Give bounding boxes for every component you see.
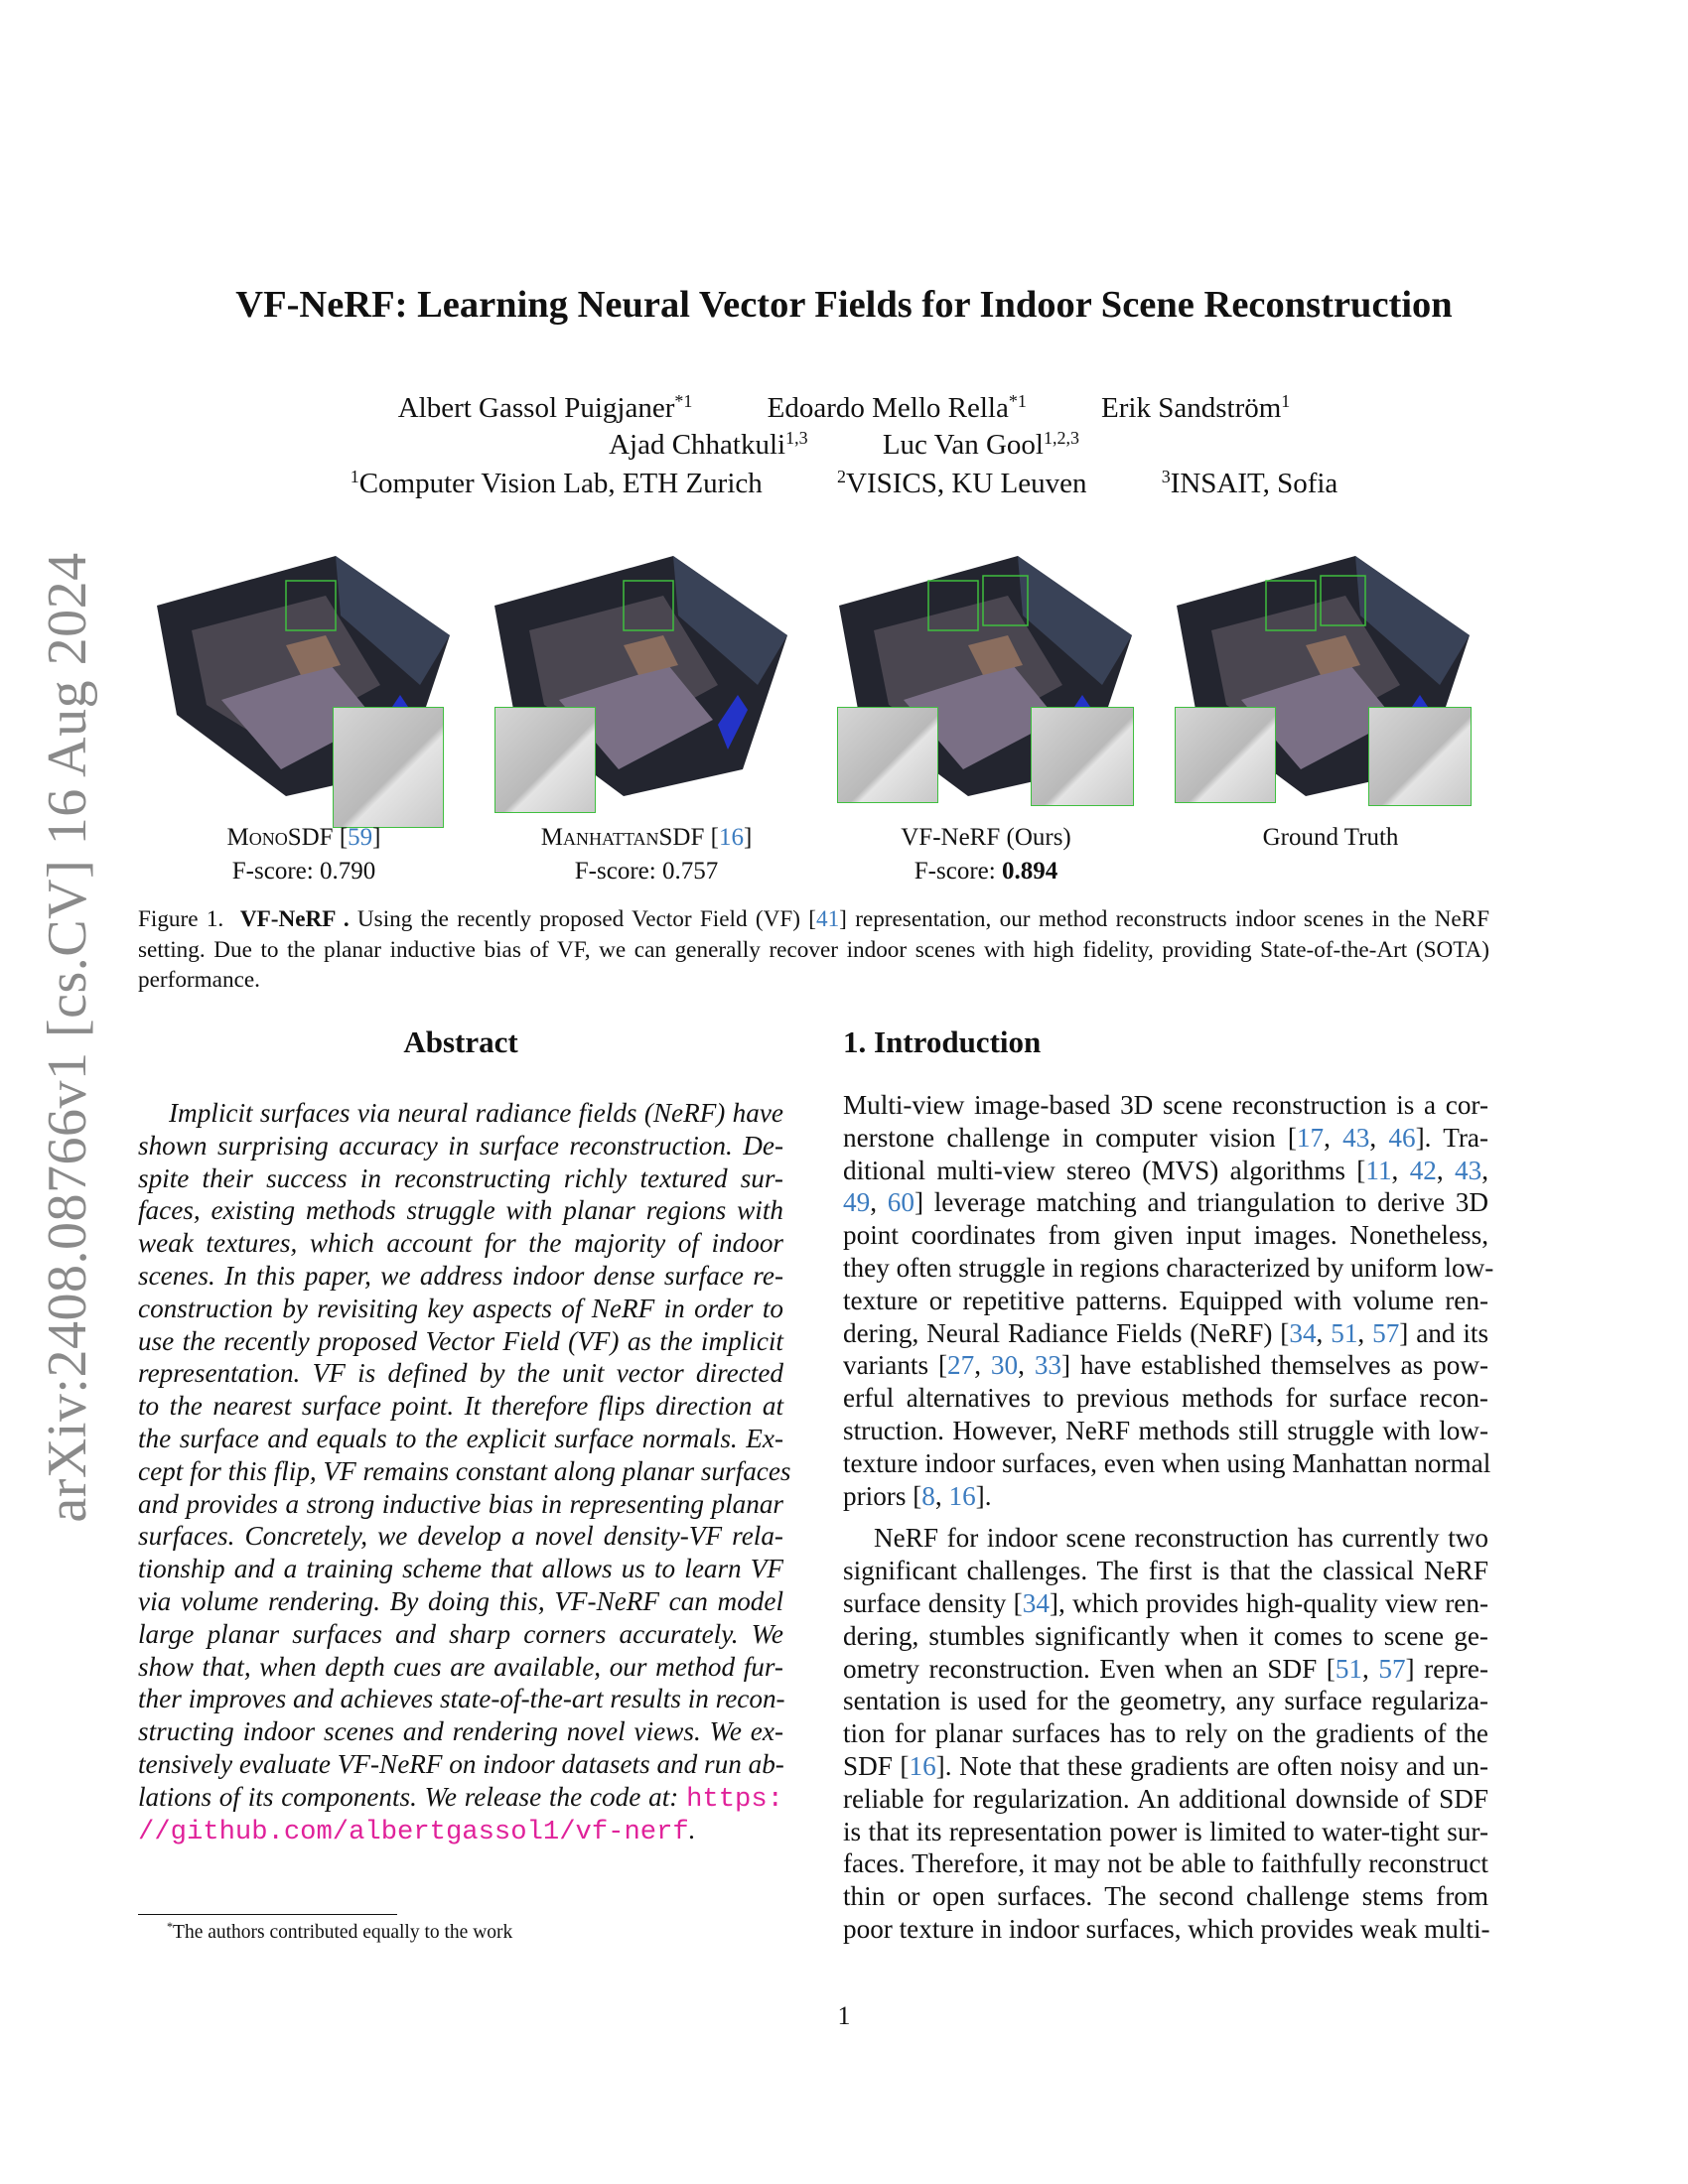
text-line — [138, 1748, 783, 1781]
citation-link[interactable]: 27 — [947, 1350, 975, 1381]
text-run: , — [974, 1350, 991, 1381]
text-run: , — [1481, 1155, 1488, 1185]
fscore-value: 0.790 — [319, 858, 376, 885]
figure-fscore-manhattansdf — [478, 858, 815, 886]
text-run: shown surprising accuracy in surface reconstruction. De- — [138, 1130, 783, 1160]
footnote — [167, 1922, 512, 1944]
text-run: use the recently proposed Vector Field (VF) as the implicit — [138, 1325, 783, 1356]
text-run: dering, Neural Radiance Fields (NeRF) [ — [843, 1317, 1290, 1348]
text-run: , — [934, 1480, 949, 1511]
zoom-inset — [1368, 707, 1472, 806]
text-line — [843, 1382, 1488, 1415]
author-name: Edoardo Mello Rella — [767, 392, 1009, 424]
text-run: , — [1369, 1122, 1389, 1153]
paper-title: VF-NeRF: Learning Neural Vector Fields for Indoor Scene Reconstruction — [235, 284, 1453, 326]
text-line — [138, 1455, 791, 1488]
text-run: dering, stumbles significantly when it comes to scene ge- — [843, 1620, 1488, 1651]
text-line — [843, 1816, 1488, 1848]
citation-link[interactable]: 43 — [1342, 1122, 1370, 1153]
citation-link[interactable]: 11 — [1365, 1155, 1392, 1185]
text-run: representation. VF is defined by the unit vector directed — [138, 1358, 783, 1389]
text-line — [843, 1089, 1488, 1122]
introduction-heading: 1. Introduction — [843, 1024, 1042, 1059]
text-run: faces, existing methods struggle with planar regions with — [138, 1195, 783, 1226]
text-run: Multi-view image-based 3D scene reconstruction is a cor- — [843, 1090, 1488, 1120]
text-line — [843, 1587, 1488, 1620]
text-line — [138, 1520, 783, 1553]
text-line — [843, 1285, 1488, 1317]
figure-label-manhattansdf: ManhattanSDF [16] — [540, 824, 753, 851]
text-line — [843, 1555, 1488, 1587]
text-line — [138, 1390, 783, 1423]
author-affiliation-mark: 1,2,3 — [1043, 428, 1079, 449]
author-name: Ajad Chhatkuli — [609, 429, 786, 461]
citation-link[interactable]: 30 — [990, 1350, 1019, 1381]
text-run: lations of its components. We release the code at: — [138, 1781, 687, 1812]
text-line — [843, 1317, 1488, 1350]
affiliation-mark: 1 — [350, 467, 359, 487]
arxiv-stamp: arXiv:2408.08766v1 [cs.CV] 16 Aug 2024 — [37, 552, 98, 1523]
text-run: , — [870, 1187, 888, 1218]
text-run: ] and its — [1399, 1317, 1489, 1348]
text-run: significant challenges. The first is that the classical NeRF — [843, 1556, 1488, 1586]
citation-link[interactable]: 59 — [348, 824, 373, 851]
author-affiliation-mark: *1 — [674, 391, 693, 412]
citation-link[interactable]: 46 — [1388, 1122, 1416, 1153]
figure-number: Figure 1. — [138, 906, 224, 932]
author-row-2 — [0, 429, 1688, 462]
text-run: sentation is used for the geometry, any surface regulariza- — [843, 1686, 1488, 1716]
citation-link[interactable]: 16 — [909, 1750, 936, 1781]
text-line — [843, 1122, 1488, 1155]
text-run: tionship and a training scheme that allows us to learn VF — [138, 1554, 783, 1584]
text-line — [843, 1349, 1488, 1382]
text-line — [138, 1618, 783, 1651]
text-line — [843, 1653, 1488, 1686]
author-affiliation-mark: *1 — [1008, 391, 1027, 412]
text-run: is that its representation power is limited to water-tight sur- — [843, 1816, 1488, 1846]
text-line — [843, 1717, 1488, 1750]
author-name: Albert Gassol Puigjaner — [397, 392, 675, 424]
text-line — [138, 1260, 783, 1293]
text-run: spite their success in reconstructing richly textured sur- — [138, 1162, 783, 1193]
text-line — [843, 1847, 1488, 1880]
citation-link[interactable]: 57 — [1372, 1317, 1400, 1348]
text-run: surface density [ — [843, 1587, 1023, 1618]
text-run: ] have established themselves as pow- — [1061, 1350, 1489, 1381]
text-run: struction. However, NeRF methods still struggle with low- — [843, 1415, 1488, 1445]
fscore-value: 0.894 — [1001, 858, 1058, 885]
author-name: Luc Van Gool — [882, 429, 1044, 461]
text-run: thin or open surfaces. The second challenge stems from — [843, 1881, 1488, 1912]
method-name: MonoSDF — [226, 824, 334, 851]
author — [398, 392, 693, 425]
affiliation-mark: 3 — [1161, 467, 1171, 487]
text-line — [843, 1783, 1488, 1816]
text-run: via volume rendering. By doing this, VF-NeRF can model — [138, 1585, 783, 1616]
text-line — [138, 1130, 783, 1162]
citation-link[interactable]: 60 — [887, 1187, 914, 1218]
zoom-inset — [333, 707, 444, 828]
affiliation-mark: 2 — [837, 467, 846, 487]
text-run: point coordinates from given input images. Nonetheless, — [843, 1220, 1488, 1251]
text-line — [843, 1186, 1488, 1219]
citation-link[interactable]: 8 — [921, 1480, 935, 1511]
footnote-rule — [138, 1914, 397, 1915]
caption-bold: VF-NeRF . — [239, 906, 350, 932]
author — [883, 429, 1079, 462]
figure-label-vfnerf — [817, 824, 1155, 852]
figure-fscore-vfnerf — [817, 858, 1155, 886]
affiliation — [1162, 468, 1338, 500]
text-run: poor texture in indoor surfaces, which provides weak multi- — [843, 1913, 1490, 1944]
zoom-inset — [1175, 707, 1276, 803]
text-line — [843, 1447, 1491, 1480]
text-run: they often struggle in regions characterized by uniform low- — [843, 1252, 1494, 1283]
abstract-heading: Abstract — [403, 1024, 518, 1059]
text-run: ], which provides high-quality view ren- — [1049, 1587, 1488, 1618]
text-run: erful alternatives to previous methods for surface recon- — [843, 1383, 1488, 1414]
citation-link[interactable]: 51 — [1331, 1317, 1358, 1348]
text-run: scenes. In this paper, we address indoor dense surface re- — [138, 1260, 783, 1291]
text-run: ditional multi-view stereo (MVS) algorithms [ — [843, 1155, 1366, 1185]
paragraph — [843, 1089, 1494, 1512]
text-line — [843, 1620, 1488, 1653]
text-line — [843, 1155, 1488, 1187]
text-run: faces. Therefore, it may not be able to faithfully reconstruct — [843, 1848, 1488, 1879]
text-line — [138, 1553, 783, 1585]
text-run: reliable for regularization. An additional downside of SDF — [843, 1783, 1488, 1814]
text-line — [138, 1357, 783, 1390]
figure-label-monosdf: MonoSDF [59] — [226, 824, 381, 851]
text-run: tensively evaluate VF-NeRF on indoor datasets and run ab- — [138, 1748, 784, 1779]
method-name: ManhattanSDF — [540, 824, 705, 851]
abstract-body — [138, 1097, 791, 1847]
affiliation-name: INSAIT, Sofia — [1170, 468, 1338, 499]
citation-link[interactable]: 49 — [843, 1187, 871, 1218]
text-run: NeRF for indoor scene reconstruction has currently two — [874, 1523, 1488, 1554]
text-line — [843, 1685, 1488, 1717]
code-url-link[interactable]: https: — [686, 1783, 783, 1815]
text-line — [138, 1781, 783, 1814]
text-run: the surface and equals to the explicit surface normals. Ex- — [138, 1423, 783, 1453]
text-line — [843, 1480, 1488, 1513]
affiliation — [351, 468, 763, 500]
text-line — [138, 1715, 783, 1748]
text-line — [843, 1522, 1488, 1555]
citation-link[interactable]: 43 — [1455, 1155, 1482, 1185]
zoom-inset — [837, 707, 938, 803]
text-run: , — [1357, 1317, 1373, 1348]
text-run: ] leverage matching and triangulation to derive 3D — [914, 1187, 1488, 1218]
caption-text: ] representation, our method reconstructs indoor scenes in the NeRF setting. Due to the planar inductive bias of VF, we can generally recover indoor scenes with high fidelity, providing State-of-the-Art (SOTA) performance. — [138, 906, 1490, 993]
introduction-section — [843, 1023, 1494, 1946]
method-name: Ground Truth — [1262, 824, 1399, 851]
citation-link[interactable]: 34 — [1022, 1587, 1050, 1618]
footnote-text: The authors contributed equally to the work — [173, 1922, 513, 1943]
page-number: 1 — [837, 2001, 851, 2030]
zoom-inset — [494, 707, 596, 813]
text-run: to the nearest surface point. It therefore flips direction at — [138, 1391, 783, 1422]
citation-link[interactable]: 41 — [815, 906, 840, 932]
text-run: ometry reconstruction. Even when an SDF [ — [843, 1653, 1336, 1684]
figure-fscore-monosdf — [135, 858, 473, 886]
figure-caption — [138, 904, 1489, 996]
affiliation-name: VISICS, KU Leuven — [846, 468, 1087, 499]
text-run: , — [1316, 1317, 1332, 1348]
caption-text: Using the recently proposed Vector Field (VF) [ — [349, 906, 816, 932]
text-line — [843, 1880, 1488, 1913]
author-row-1 — [0, 392, 1688, 425]
author — [768, 392, 1027, 425]
fscore-value: 0.757 — [661, 858, 719, 885]
method-name: VF-NeRF (Ours) — [901, 824, 1071, 851]
text-run: ]. Note that these gradients are often noisy and un- — [935, 1750, 1488, 1781]
text-run: , — [1362, 1653, 1379, 1684]
text-line — [843, 1219, 1488, 1252]
text-run: ]. — [975, 1480, 992, 1511]
introduction-body — [843, 1089, 1494, 1946]
text-run: . — [688, 1814, 696, 1844]
text-run: structing indoor scenes and rendering novel views. We ex- — [138, 1716, 783, 1747]
citation-link[interactable]: 51 — [1335, 1653, 1363, 1684]
text-run: tion for planar surfaces has to rely on the gradients of the — [843, 1718, 1488, 1749]
text-run: texture or repetitive patterns. Equipped with volume ren- — [843, 1285, 1488, 1315]
text-line — [138, 1651, 783, 1684]
citation-link[interactable]: 57 — [1378, 1653, 1406, 1684]
text-run: and provides a strong inductive bias in representing planar — [138, 1488, 783, 1519]
text-line — [138, 1097, 783, 1130]
text-line — [138, 1194, 783, 1227]
text-run: , — [1018, 1350, 1035, 1381]
affiliations — [0, 468, 1688, 500]
text-line — [138, 1683, 783, 1715]
paragraph — [843, 1522, 1488, 1945]
zoom-inset — [1031, 707, 1134, 806]
text-line — [138, 1325, 783, 1358]
text-run: weak textures, which account for the majority of indoor — [138, 1228, 783, 1259]
text-line — [138, 1227, 783, 1260]
text-line — [843, 1415, 1488, 1447]
fscore-label: F-score: — [914, 858, 1002, 885]
text-run: , — [1436, 1155, 1456, 1185]
text-line — [138, 1423, 783, 1455]
citation-link[interactable]: 42 — [1409, 1155, 1437, 1185]
author — [609, 429, 807, 462]
citation-link[interactable]: 16 — [718, 824, 744, 851]
affiliation — [837, 468, 1086, 500]
text-run: surfaces. Concretely, we develop a novel density-VF rela- — [138, 1521, 783, 1552]
text-run: ]. Tra- — [1415, 1122, 1489, 1153]
author-name: Erik Sandström — [1101, 392, 1282, 424]
citation-link[interactable]: 34 — [1289, 1317, 1317, 1348]
text-line — [138, 1814, 783, 1846]
citation-link[interactable]: 17 — [1296, 1122, 1325, 1153]
text-line — [843, 1252, 1494, 1285]
text-run: large planar surfaces and sharp corners accurately. We — [138, 1618, 783, 1649]
author-affiliation-mark: 1,3 — [785, 428, 808, 449]
text-line — [843, 1913, 1488, 1946]
text-run: cept for this flip, VF remains constant along planar surfaces — [138, 1455, 791, 1486]
text-run: , — [1391, 1155, 1410, 1185]
citation-link[interactable]: 33 — [1034, 1350, 1061, 1381]
abstract-section — [138, 1023, 791, 1847]
code-url-link[interactable]: //github.com/albertgassol1/vf-nerf — [138, 1816, 689, 1847]
figure-label-ground-truth — [1162, 824, 1499, 852]
author-affiliation-mark: 1 — [1281, 391, 1291, 412]
text-line — [138, 1162, 783, 1195]
text-run: SDF [ — [843, 1750, 910, 1781]
text-run: construction by revisiting key aspects of NeRF in order to — [138, 1293, 783, 1323]
text-run: nerstone challenge in computer vision [ — [843, 1122, 1297, 1153]
affiliation-name: Computer Vision Lab, ETH Zurich — [358, 468, 763, 499]
text-run: texture indoor surfaces, even when using Manhattan normal — [843, 1447, 1491, 1478]
text-run: show that, when depth cues are available, our method fur- — [138, 1651, 783, 1682]
text-run: priors [ — [843, 1480, 922, 1511]
text-line — [138, 1293, 783, 1325]
text-run: ] repre- — [1405, 1653, 1488, 1684]
text-run: ther improves and achieves state-of-the-art results in recon- — [138, 1684, 785, 1714]
author — [1101, 392, 1290, 425]
text-line — [843, 1750, 1488, 1783]
fscore-label: F-score: — [231, 858, 320, 885]
text-run: variants [ — [843, 1350, 948, 1381]
text-run: Implicit surfaces via neural radiance fields (NeRF) have — [169, 1098, 783, 1128]
citation-link[interactable]: 16 — [948, 1480, 976, 1511]
footnote-mark: * — [167, 1920, 174, 1935]
text-line — [138, 1585, 783, 1618]
text-run: , — [1324, 1122, 1343, 1153]
fscore-label: F-score: — [574, 858, 662, 885]
text-line — [138, 1488, 783, 1521]
